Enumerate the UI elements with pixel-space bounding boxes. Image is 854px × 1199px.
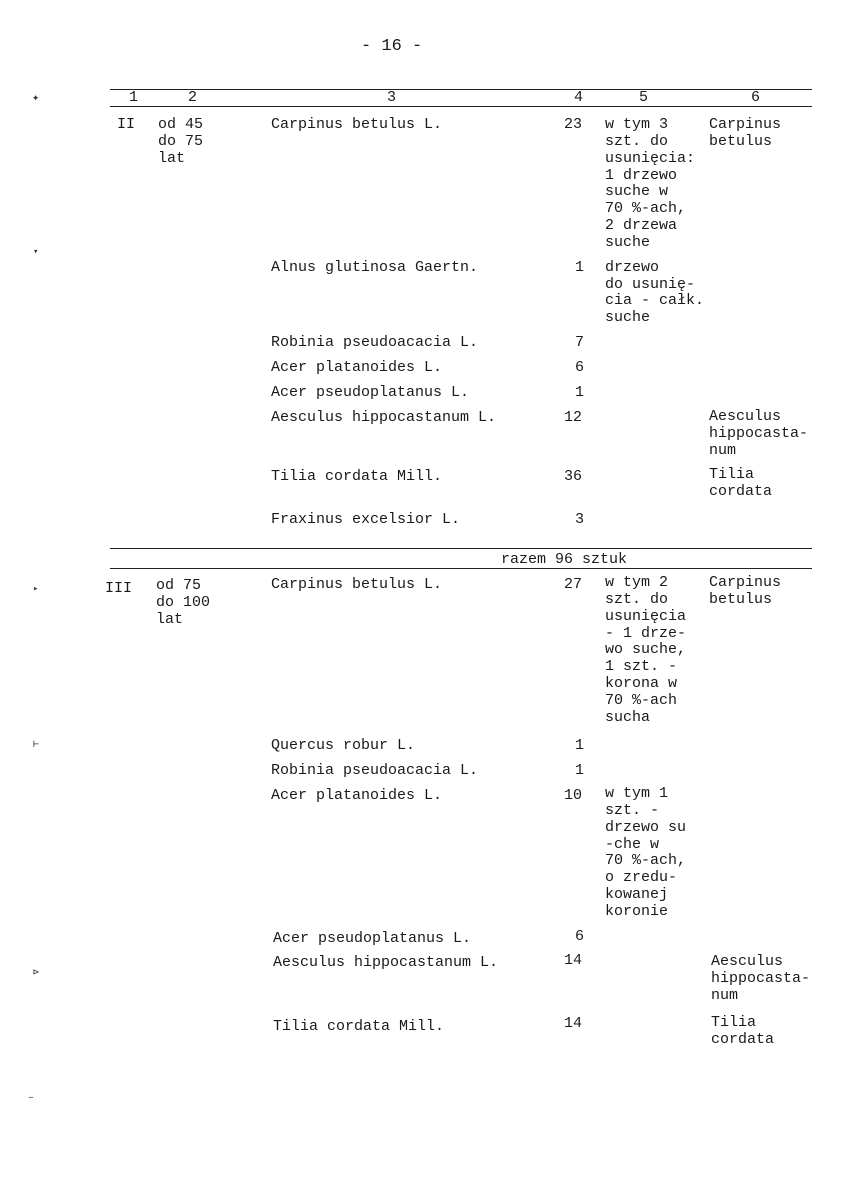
label-line: Aesculus — [709, 408, 782, 425]
tree-count: 12 — [564, 409, 583, 426]
remark-line: 2 drzewa — [605, 217, 678, 234]
tree-count: 6 — [575, 928, 585, 945]
remark-line: usunięcia: — [605, 150, 696, 167]
remark-line: -che w — [605, 836, 660, 853]
total-top-rule — [110, 548, 812, 549]
remark-line: kowanej — [605, 886, 669, 903]
label-line: betulus — [709, 591, 773, 608]
species-name: Acer platanoides L. — [271, 787, 443, 804]
remark-line: w tym 2 — [605, 574, 669, 591]
remark-line: - 1 drze- — [605, 625, 687, 642]
tree-count: 7 — [575, 334, 585, 351]
species-name: Tilia cordata Mill. — [273, 1018, 445, 1035]
tree-count: 36 — [564, 468, 583, 485]
remark-line: wo suche, — [605, 641, 687, 658]
age-line: lat — [158, 150, 186, 167]
species-name: Carpinus betulus L. — [271, 116, 443, 133]
species-name: Aesculus hippocastanum L. — [273, 954, 499, 971]
tree-count: 3 — [575, 511, 585, 528]
label-line: hippocasta- — [709, 425, 809, 442]
species-name: Alnus glutinosa Gaertn. — [271, 259, 479, 276]
remark-line: w tym 3 — [605, 116, 669, 133]
species-name: Acer pseudoplatanus L. — [273, 930, 472, 947]
remark-line: o zredu- — [605, 869, 678, 886]
remark-line: 1 szt. - — [605, 658, 678, 675]
species-name: Tilia cordata Mill. — [271, 468, 443, 485]
tree-count: 1 — [575, 737, 585, 754]
total-bottom-rule — [110, 568, 812, 569]
tree-count: 27 — [564, 576, 583, 593]
label-line: Carpinus — [709, 116, 782, 133]
species-name: Fraxinus excelsior L. — [271, 511, 461, 528]
header-bottom-rule — [110, 106, 812, 107]
label-line: betulus — [709, 133, 773, 150]
remark-line: szt. - — [605, 802, 660, 819]
species-name: Robinia pseudoacacia L. — [271, 334, 479, 351]
remark-line: w tym 1 — [605, 785, 669, 802]
age-line: do 100 — [156, 594, 211, 611]
species-name: Carpinus betulus L. — [271, 576, 443, 593]
column-header-3: 3 — [387, 89, 397, 106]
remark-line: drzewo — [605, 259, 660, 276]
margin-mark: – — [28, 1093, 35, 1104]
label-line: num — [711, 987, 739, 1004]
remark-line: szt. do — [605, 591, 669, 608]
species-name: Acer pseudoplatanus L. — [271, 384, 470, 401]
species-name: Aesculus hippocastanum L. — [271, 409, 497, 426]
remark-line: suche — [605, 309, 651, 326]
label-line: cordata — [711, 1031, 775, 1048]
remark-line: suche — [605, 234, 651, 251]
remark-line: koronie — [605, 903, 669, 920]
label-line: Carpinus — [709, 574, 782, 591]
remark-line: sucha — [605, 709, 651, 726]
column-header-1: 1 — [129, 89, 139, 106]
label-line: hippocasta- — [711, 970, 811, 987]
remark-line: do usunię- — [605, 276, 696, 293]
column-header-2: 2 — [188, 89, 198, 106]
remark-line: usunięcia — [605, 608, 687, 625]
margin-mark: ✦ — [32, 91, 40, 105]
remark-line: suche w — [605, 183, 669, 200]
margin-mark: ⊢ — [33, 740, 40, 751]
label-line: num — [709, 442, 737, 459]
remark-line: cia - całk. — [605, 292, 705, 309]
margin-mark: ▾ — [33, 247, 39, 257]
label-line: Tilia — [711, 1014, 757, 1031]
margin-mark: ▸ — [33, 584, 39, 594]
column-header-6: 6 — [751, 89, 761, 106]
tree-count: 1 — [575, 259, 585, 276]
tree-count: 14 — [564, 1015, 583, 1032]
remark-line: 70 %-ach — [605, 692, 678, 709]
group-number: II — [117, 116, 136, 133]
remark-line: korona w — [605, 675, 678, 692]
column-header-5: 5 — [639, 89, 649, 106]
remark-line: drzewo su — [605, 819, 687, 836]
tree-count: 23 — [564, 116, 583, 133]
tree-count: 1 — [575, 384, 585, 401]
species-name: Quercus robur L. — [271, 737, 416, 754]
remark-line: szt. do — [605, 133, 669, 150]
species-name: Robinia pseudoacacia L. — [271, 762, 479, 779]
remark-line: 70 %-ach, — [605, 852, 687, 869]
tree-count: 14 — [564, 952, 583, 969]
species-name: Acer platanoides L. — [271, 359, 443, 376]
group-total: razem 96 sztuk — [501, 551, 628, 568]
page-number: - 16 - — [361, 37, 423, 56]
margin-mark: ⊳ — [33, 968, 40, 979]
label-line: cordata — [709, 483, 773, 500]
column-header-4: 4 — [574, 89, 584, 106]
tree-count: 1 — [575, 762, 585, 779]
remark-line: 1 drzewo — [605, 167, 678, 184]
age-line: do 75 — [158, 133, 204, 150]
age-line: od 75 — [156, 577, 202, 594]
age-line: lat — [156, 611, 184, 628]
header-top-rule — [110, 89, 812, 90]
tree-count: 10 — [564, 787, 583, 804]
remark-line: 70 %-ach, — [605, 200, 687, 217]
label-line: Tilia — [709, 466, 755, 483]
tree-count: 6 — [575, 359, 585, 376]
label-line: Aesculus — [711, 953, 784, 970]
age-line: od 45 — [158, 116, 204, 133]
group-number: III — [105, 580, 133, 597]
